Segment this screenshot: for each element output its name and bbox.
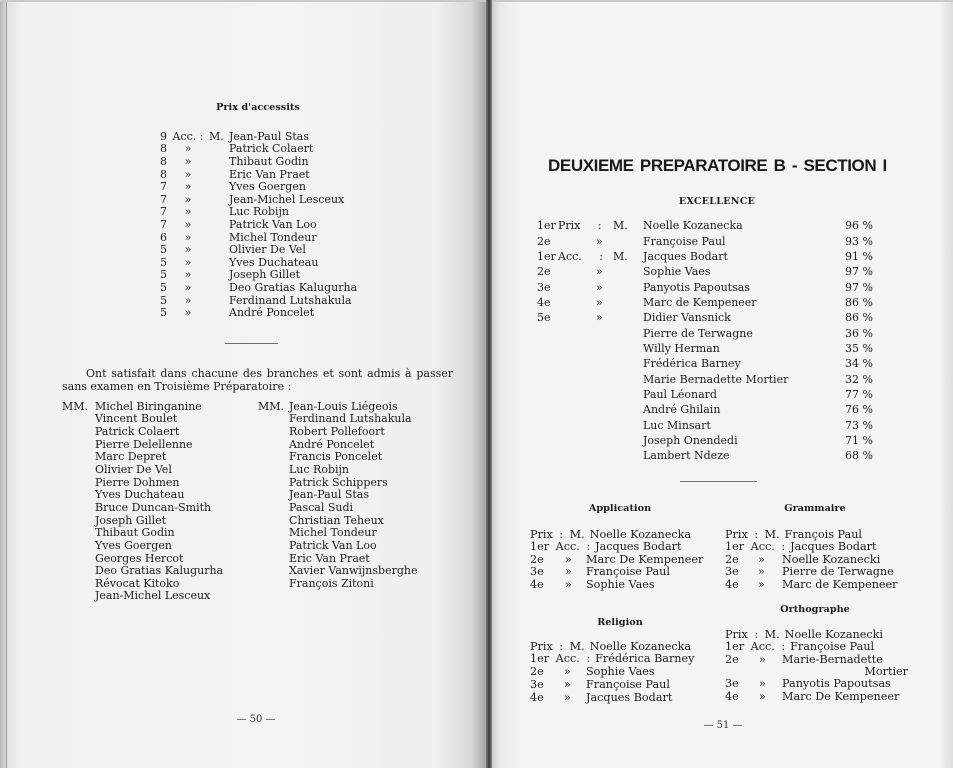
admitted-name: Vincent Boulet (95, 412, 178, 426)
religion-row (492, 689, 953, 705)
admitted-name: Michel Tondeur (289, 526, 377, 540)
application-mark: » (565, 565, 572, 579)
accessit-rank: 5 (160, 268, 167, 282)
excellence-mark: » (596, 311, 603, 325)
excellence-name: Lambert Ndeze (643, 449, 730, 463)
excellence-rank: 2e (537, 234, 551, 248)
accessit-rank: 7 (160, 192, 167, 206)
orthographe-lead: 1er Acc. : (725, 640, 786, 654)
admitted-name: Thibaut Godin (95, 526, 175, 540)
admitted-row (0, 590, 486, 603)
admitted-name: Pierre Delellenne (95, 437, 193, 451)
orthographe-name-continued: Mortier (864, 665, 908, 678)
accessit-rank: 5 (160, 306, 167, 320)
accessit-rank: 8 (160, 154, 167, 168)
application-rank: 2e (530, 552, 544, 566)
admitted-name: Christian Teheux (289, 513, 384, 527)
excellence-mark: » (596, 265, 603, 279)
religion-rank: 3e (530, 677, 544, 691)
accessit-mark: » (184, 268, 192, 282)
religion-lead: Prix : M. (530, 639, 585, 653)
excellence-rank: 4e (537, 295, 551, 309)
admitted-name: André Poncelet (289, 437, 375, 451)
application-name: Sophie Vaes (586, 577, 655, 591)
admitted-name: Jean-Louis Liégeois (289, 399, 398, 413)
application-mark: » (565, 552, 572, 566)
application-rank: 3e (530, 565, 544, 579)
admitted-name: Jean-Michel Lesceux (95, 589, 211, 603)
excellence-score: 91 % (845, 249, 873, 263)
accessits-heading: Prix d'accessits (216, 102, 300, 113)
admitted-row (0, 527, 486, 540)
excellence-name: Pierre de Terwagne (643, 326, 753, 340)
orthographe-mark: » (759, 689, 766, 703)
excellence-name: Luc Minsart (643, 418, 711, 432)
grammaire-rank: 4e (725, 577, 739, 591)
accessit-mark: » (184, 255, 192, 269)
excellence-name: Joseph Onendedi (643, 433, 738, 447)
excellence-score: 35 % (845, 341, 873, 355)
orthographe-mark: » (759, 677, 766, 691)
admitted-name: Patrick Schippers (289, 475, 388, 489)
religion-lead: 1er Acc. : (530, 652, 591, 666)
accessit-name: Joseph Gillet (229, 268, 301, 282)
excellence-score: 97 % (845, 280, 873, 294)
accessit-mark: » (184, 180, 192, 194)
admitted-name: François Zitoni (289, 576, 374, 590)
accessit-rank: 5 (160, 243, 167, 257)
excellence-rank: 3e (537, 280, 551, 294)
admitted-row (0, 565, 486, 578)
application-name: Noelle Kozanecka (589, 527, 692, 541)
religion-mark: » (564, 665, 571, 679)
accessit-name: Thibaut Godin (229, 154, 309, 168)
accessit-mark: » (184, 293, 192, 307)
excellence-name: Didier Vansnick (643, 311, 731, 325)
admitted-name: Jean-Paul Stas (289, 488, 370, 502)
accessit-name: Deo Gratias Kalugurha (229, 280, 358, 294)
admitted-name: Georges Hercot (95, 551, 184, 565)
excellence-mark: » (596, 234, 603, 248)
excellence-mark: Prix : (558, 219, 602, 233)
page-51 (492, 0, 953, 768)
application-mark: » (565, 577, 572, 591)
admitted-name: Luc Robijn (289, 462, 350, 476)
application-name: Françoise Paul (586, 565, 670, 579)
admitted-row (0, 451, 486, 464)
accessit-name: Patrick Van Loo (229, 217, 317, 231)
orthographe-rank: 2e (725, 652, 739, 666)
section-title: DEUXIEME PREPARATOIRE B - SECTION I (548, 156, 887, 175)
religion-list (492, 0, 953, 768)
excellence-score: 77 % (845, 387, 873, 401)
application-lead: 1er Acc. : (530, 540, 591, 554)
accessit-title: M. (209, 129, 224, 143)
admitted-name: Joseph Gillet (95, 513, 167, 527)
admitted-row (0, 401, 486, 414)
admitted-name: Pascal Sudi (289, 500, 354, 514)
accessit-name: Olivier De Vel (229, 243, 306, 257)
excellence-name: Marie Bernadette Mortier (643, 372, 789, 386)
orthographe-rank: 3e (725, 677, 739, 691)
grammaire-mark: » (758, 577, 765, 591)
religion-rank: 4e (530, 690, 544, 704)
grammaire-rank: 2e (725, 552, 739, 566)
accessit-name: Patrick Colaert (229, 142, 314, 156)
religion-name: Jacques Bodart (586, 690, 673, 704)
application-lead: Prix : M. (530, 527, 585, 541)
admitted-prefix: MM. (62, 399, 89, 413)
grammaire-lead: 1er Acc. : (725, 540, 786, 554)
admission-paragraph: Ont satisfait dans chacune des branches et sont admis à passer sans examen en Troisième Préparatoire : (62, 366, 453, 393)
accessit-mark: Acc. : (172, 129, 204, 143)
orthographe-heading: Orthographe (780, 604, 850, 615)
admitted-name: Yves Goergen (95, 538, 172, 552)
excellence-heading: EXCELLENCE (678, 196, 756, 207)
grammaire-heading: Grammaire (784, 503, 846, 514)
accessit-rank: 5 (160, 255, 167, 269)
excellence-mark: » (596, 295, 603, 309)
religion-row (492, 666, 953, 679)
accessit-rank: 6 (160, 230, 167, 244)
excellence-score: 86 % (845, 311, 873, 325)
grammaire-mark: » (758, 552, 765, 566)
accessit-rank: 8 (160, 167, 167, 181)
accessit-mark: » (184, 243, 192, 257)
excellence-title: M. (613, 219, 628, 233)
excellence-score: 76 % (845, 403, 873, 417)
admitted-name: Révocat Kitoko (95, 576, 180, 590)
accessit-rank: 7 (160, 205, 167, 219)
excellence-name: Panyotis Papoutsas (643, 280, 750, 294)
accessit-mark: » (184, 154, 192, 168)
religion-rank: 2e (530, 665, 544, 679)
orthographe-lead: Prix : M. (725, 627, 780, 641)
accessit-rank: 8 (160, 142, 167, 156)
religion-heading: Religion (597, 617, 643, 628)
grammaire-mark: » (758, 565, 765, 579)
accessit-name: Jean-Michel Lesceux (229, 192, 345, 206)
grammaire-name: François Paul (784, 527, 862, 541)
admitted-name: Pierre Dohmen (95, 475, 180, 489)
religion-mark: » (564, 677, 571, 691)
religion-mark: » (564, 690, 571, 704)
excellence-name: Jacques Bodart (643, 249, 728, 263)
admitted-row (0, 464, 486, 477)
admitted-row (0, 502, 486, 515)
excellence-name: André Ghilain (643, 403, 721, 417)
admitted-name: Eric Van Praet (289, 551, 370, 565)
excellence-score: 71 % (845, 433, 873, 447)
grammaire-name: Marc de Kempeneer (782, 577, 898, 591)
grammaire-name: Pierre de Terwagne (782, 565, 894, 579)
admitted-row (0, 515, 486, 528)
accessit-mark: » (184, 230, 192, 244)
accessit-name: Yves Goergen (229, 180, 306, 194)
accessit-mark: » (184, 167, 192, 181)
admitted-name: Marc Depret (95, 450, 167, 464)
religion-row (492, 653, 953, 666)
religion-name: Noelle Kozanecka (589, 639, 692, 653)
excellence-mark: Acc. : (558, 249, 603, 263)
admitted-row (0, 413, 486, 426)
admitted-row (0, 477, 486, 490)
admitted-name: Olivier De Vel (95, 462, 172, 476)
grammaire-lead: Prix : M. (725, 527, 780, 541)
orthographe-name: Panyotis Papoutsas (782, 677, 891, 691)
accessit-mark: » (184, 205, 192, 219)
excellence-title: M. (613, 249, 628, 263)
orthographe-rank: 4e (725, 689, 739, 703)
application-rank: 4e (530, 577, 544, 591)
excellence-score: 97 % (845, 265, 873, 279)
application-name: Jacques Bodart (595, 540, 682, 554)
excellence-name: Frédérica Barney (643, 357, 741, 371)
accessit-rank: 9 (160, 129, 167, 143)
orthographe-name: Noelle Kozanecki (784, 627, 883, 641)
admitted-name: Patrick Van Loo (289, 538, 377, 552)
admitted-name: Xavier Vanwijnsberghe (289, 564, 418, 578)
admitted-name: Deo Gratias Kalugurha (95, 564, 224, 578)
admitted-name: Michel Biringanine (95, 399, 202, 413)
excellence-rank: 1er (537, 249, 556, 263)
accessit-name: Jean-Paul Stas (229, 129, 310, 143)
excellence-score: 32 % (845, 372, 873, 386)
application-heading: Application (588, 503, 652, 514)
excellence-score: 93 % (845, 234, 873, 248)
admitted-name: Francis Poncelet (289, 450, 383, 464)
accessit-name: Yves Duchateau (229, 255, 319, 269)
excellence-name: Paul Léonard (643, 387, 717, 401)
excellence-rank: 2e (537, 265, 551, 279)
accessit-name: Luc Robijn (229, 205, 290, 219)
accessit-mark: » (184, 306, 192, 320)
excellence-score: 96 % (845, 219, 873, 233)
accessit-rank: 5 (160, 293, 167, 307)
admitted-row (0, 540, 486, 553)
accessit-rank: 5 (160, 280, 167, 294)
accessit-name: Eric Van Praet (229, 167, 310, 181)
grammaire-name: Jacques Bodart (790, 540, 877, 554)
excellence-score: 34 % (845, 357, 873, 371)
excellence-mark: » (596, 280, 603, 294)
admitted-row (0, 439, 486, 452)
orthographe-name: Françoise Paul (790, 640, 875, 654)
admitted-name: Ferdinand Lutshakula (289, 412, 412, 426)
excellence-score: 36 % (845, 326, 873, 340)
excellence-name: Noelle Kozanecka (643, 219, 743, 233)
orthographe-name: Marc De Kempeneer (782, 689, 900, 703)
religion-row (492, 679, 953, 692)
excellence-name: Marc de Kempeneer (643, 295, 757, 309)
religion-name: Sophie Vaes (586, 665, 655, 679)
admitted-prefix: MM. (258, 399, 285, 413)
accessit-mark: » (184, 192, 192, 206)
admitted-row (0, 578, 486, 591)
accessit-mark: » (184, 217, 192, 231)
excellence-score: 86 % (845, 295, 873, 309)
excellence-score: 68 % (845, 449, 873, 463)
accessit-mark: » (184, 280, 192, 294)
excellence-rank: 1er (537, 219, 556, 233)
religion-name: Françoise Paul (586, 677, 670, 691)
accessit-name: Ferdinand Lutshakula (229, 293, 352, 307)
accessit-name: Michel Tondeur (229, 230, 317, 244)
admitted-name: Patrick Colaert (95, 425, 180, 438)
admitted-name: Yves Duchateau (95, 488, 185, 502)
application-name: Marc De Kempeneer (586, 552, 704, 566)
excellence-name: Willy Herman (643, 341, 720, 355)
religion-name: Frédérica Barney (595, 652, 695, 666)
excellence-score: 73 % (845, 418, 873, 432)
page-number: — 51 — (703, 720, 743, 731)
orthographe-mark: » (759, 652, 766, 666)
page-number: — 50 — (236, 714, 276, 725)
excellence-rank: 5e (537, 311, 551, 325)
admitted-row (0, 489, 486, 502)
excellence-name: Françoise Paul (643, 234, 726, 248)
admitted-name: Robert Pollefoort (289, 425, 385, 438)
accessit-name: André Poncelet (229, 306, 315, 320)
grammaire-name: Noelle Kozanecki (782, 552, 881, 566)
grammaire-rank: 3e (725, 565, 739, 579)
orthographe-name: Marie-Bernadette (782, 652, 883, 666)
admitted-row (0, 426, 486, 439)
accessit-mark: » (184, 142, 192, 156)
admitted-name: Bruce Duncan-Smith (95, 500, 212, 514)
accessit-rank: 7 (160, 180, 167, 194)
excellence-name: Sophie Vaes (643, 265, 711, 279)
accessit-rank: 7 (160, 217, 167, 231)
